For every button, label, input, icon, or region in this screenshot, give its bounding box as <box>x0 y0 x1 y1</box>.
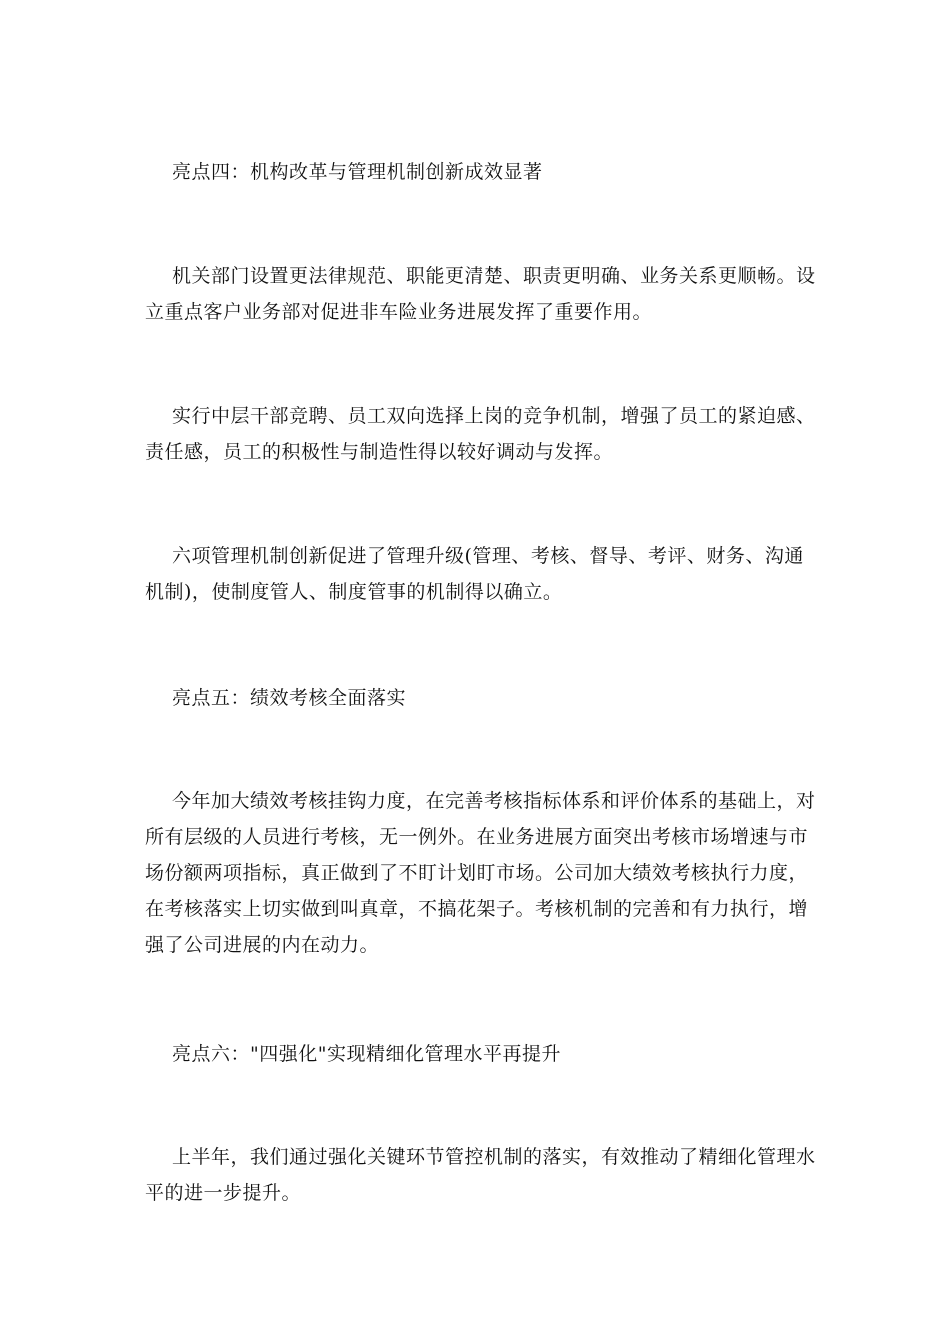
section-heading-4: 亮点四：机构改革与管理机制创新成效显著 <box>172 161 543 183</box>
paragraph-line: 场份额两项指标，真正做到了不盯计划盯市场。公司加大绩效考核执行力度， <box>145 862 809 884</box>
paragraph-line: 平的进一步提升。 <box>145 1182 302 1204</box>
paragraph-refined-management <box>145 1139 825 1211</box>
paragraph-line: 强了公司进展的内在动力。 <box>145 934 380 956</box>
paragraph-competition <box>145 398 825 470</box>
paragraph-line: 机关部门设置更法律规范、职能更清楚、职责更明确、业务关系更顺畅。设 <box>172 265 816 287</box>
paragraph-performance <box>145 783 825 963</box>
section-heading-5: 亮点五：绩效考核全面落实 <box>172 687 407 709</box>
paragraph-line: 六项管理机制创新促进了管理升级(管理、考核、督导、考评、财务、沟通 <box>172 545 804 567</box>
paragraph-dept-setup <box>145 258 825 330</box>
paragraph-line: 立重点客户业务部对促进非车险业务进展发挥了重要作用。 <box>145 301 653 323</box>
section-heading-6: 亮点六："四强化"实现精细化管理水平再提升 <box>172 1043 561 1065</box>
paragraph-line: 所有层级的人员进行考核，无一例外。在业务进展方面突出考核市场增速与市 <box>145 826 809 848</box>
paragraph-line: 在考核落实上切实做到叫真章，不搞花架子。考核机制的完善和有力执行，增 <box>145 898 809 920</box>
paragraph-six-mechanisms <box>145 538 825 610</box>
paragraph-line: 今年加大绩效考核挂钩力度，在完善考核指标体系和评价体系的基础上，对 <box>172 790 816 812</box>
paragraph-line: 机制)，使制度管人、制度管事的机制得以确立。 <box>145 581 563 603</box>
paragraph-line: 上半年，我们通过强化关键环节管控机制的落实，有效推动了精细化管理水 <box>172 1146 816 1168</box>
paragraph-line: 实行中层干部竞聘、员工双向选择上岗的竞争机制，增强了员工的紧迫感、 <box>172 405 816 427</box>
paragraph-line: 责任感，员工的积极性与制造性得以较好调动与发挥。 <box>145 441 614 463</box>
